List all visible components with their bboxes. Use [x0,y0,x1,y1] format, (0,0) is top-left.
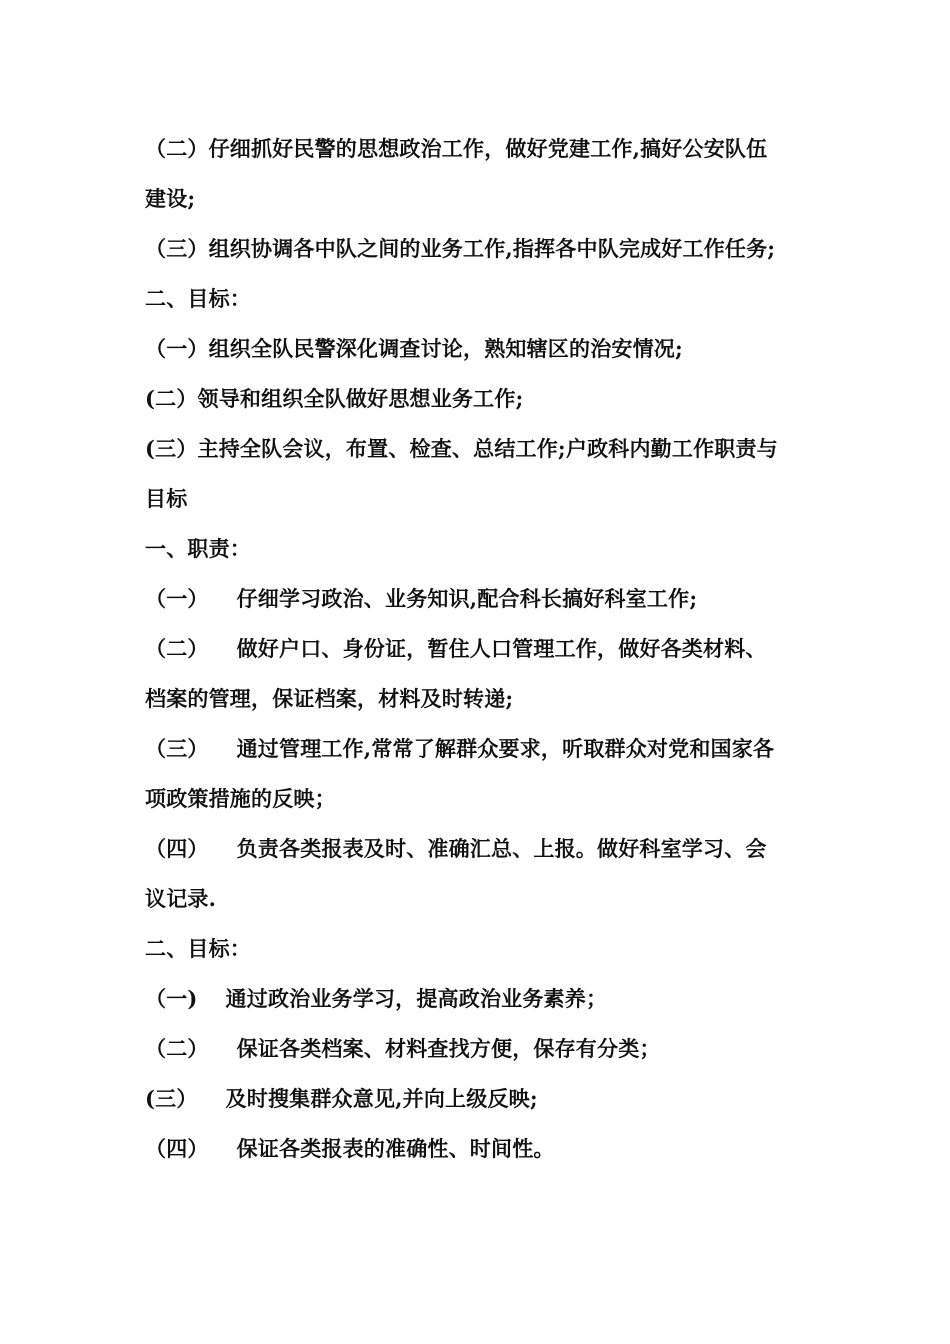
list-item-text: 及时搜集群众意见,并向上级反映; [225,1086,538,1111]
section-heading: 二、目标： [145,936,251,961]
list-item-text: 保证各类报表的准确性、时间性。 [236,1136,555,1161]
list-item [145,824,815,874]
list-item-text: 通过政治业务学习，提高政治业务素养； [225,986,608,1011]
paragraph-line: 项政策措施的反映； [145,786,336,811]
list-item-text: 仔细学习政治、业务知识,配合科长搞好科室工作; [236,586,698,611]
list-marker: （二） [145,1036,209,1061]
list-item [145,974,815,1024]
list-item-text: 保证各类档案、材料查找方便，保存有分类； [236,1036,661,1061]
list-marker: （三） [145,736,209,761]
paragraph-line: 档案的管理，保证档案，材料及时转递; [145,686,514,711]
list-marker: （二） [145,636,209,661]
list-item [145,1024,815,1074]
list-item [145,724,815,774]
list-item [145,574,815,624]
list-marker: (三） [145,1086,198,1111]
list-item [145,624,815,674]
section-heading: 一、职责： [145,536,251,561]
list-marker: （一） [145,586,209,611]
paragraph-line: （一）组织全队民警深化调查讨论，熟知辖区的治安情况; [145,336,683,361]
paragraph-line: 目标 [145,486,188,511]
paragraph-line: （二）仔细抓好民警的思想政治工作，做好党建工作,搞好公安队伍 [145,136,768,161]
list-item-text: 负责各类报表及时、准确汇总、上报。做好科室学习、会 [236,836,767,861]
list-marker: （一) [145,986,198,1011]
paragraph-line: 建设; [145,186,196,211]
list-item-text: 做好户口、身份证，暂住人口管理工作，做好各类材料、 [236,636,767,661]
document-body [145,124,815,1174]
section-heading: 二、目标： [145,286,251,311]
paragraph-line: 议记录. [145,886,217,911]
paragraph-line: （三）组织协调各中队之间的业务工作,指挥各中队完成好工作任务; [145,236,776,261]
list-item [145,1124,815,1174]
paragraph-line: (三）主持全队会议，布置、检查、总结工作;户政科内勤工作职责与 [145,436,778,461]
list-item [145,1074,815,1124]
paragraph-line: (二）领导和组织全队做好思想业务工作; [145,386,524,411]
list-marker: （四） [145,836,209,861]
list-marker: （四） [145,1136,209,1161]
list-item-text: 通过管理工作,常常了解群众要求，听取群众对党和国家各 [236,736,775,761]
